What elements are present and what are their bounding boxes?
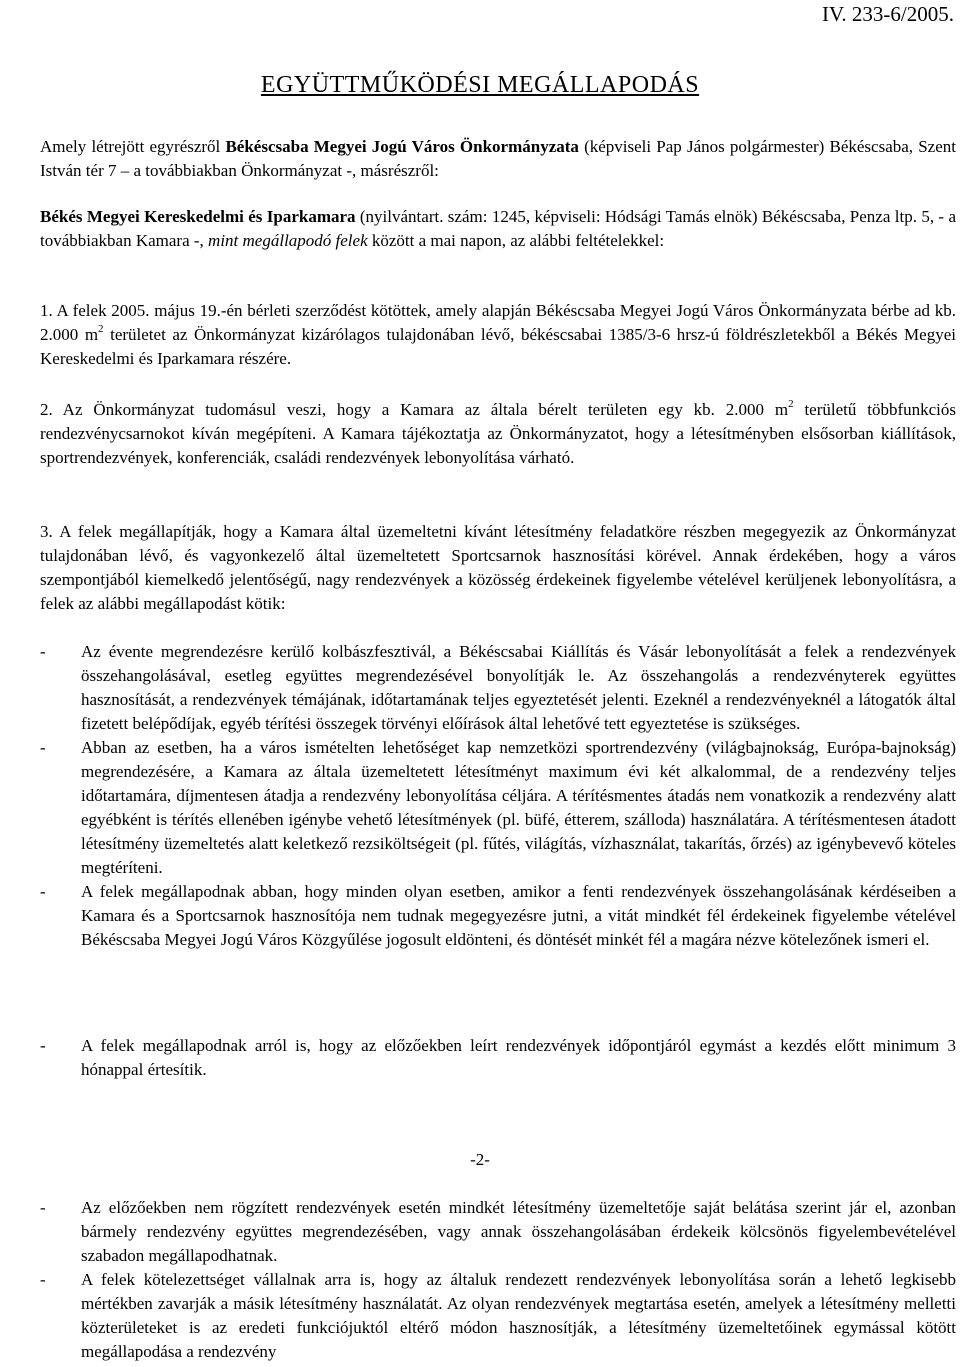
point2-superscript: 2 (788, 398, 794, 410)
dash-marker: - (40, 882, 46, 901)
dash-marker: - (40, 642, 46, 661)
list-item-text: Az előzőekben nem rögzített rendezvények esetén mindkét létesítmény üzemeltetője saját belátása szerint jár el, azonban bármely rendezvény együttes megrendezésében, vagy annak összehangolásában érdekeik kölcsönös figyelembevételével szabadon megállapodhatnak. (81, 1198, 956, 1265)
point-2 (40, 398, 956, 470)
party1-name: Békéscsaba Megyei Jogú Város Önkormányzata (225, 137, 579, 156)
party2-paragraph (40, 205, 956, 253)
bullet-list-page2 (40, 1196, 956, 1364)
list-item (40, 736, 956, 880)
party2-italic: mint megállapodó felek (208, 231, 368, 250)
document-reference-number: IV. 233-6/2005. (821, 2, 954, 26)
list-item-text: A felek kötelezettséget vállalnak arra is, hogy az általuk rendezett rendezvények lebonyolítása során a lehető legkisebb mértékben zavarják a másik létesítmény használatát. Az olyan rendezvények megtartása esetén, amelyek a létesítmény melletti közterületeket is az eredeti funkciójuktól eltérő módon hasznosítják, a létesítmény üzemeltetőinek egymással kötött megállapodása a rendezvény (81, 1270, 956, 1361)
bullet-list-page1-last (40, 1034, 956, 1082)
document-title: EGYÜTTMŰKÖDÉSI MEGÁLLAPODÁS (260, 72, 700, 98)
point2-text-a: 2. Az Önkormányzat tudomásul veszi, hogy a Kamara az általa bérelt területen egy kb. 2.000 m (40, 400, 789, 419)
list-item (40, 640, 956, 736)
point-1 (40, 299, 956, 371)
list-item-text: A felek megállapodnak abban, hogy minden olyan esetben, amikor a fenti rendezvények összehangolásának kérdéseiben a Kamara és a Sportcsarnok hasznosítója nem tudnak megegyezésre jutni, a vitát mindkét fél érdekeinek figyelembe vételével Békéscsaba Megyei Jogú Város Közgyűlése jogosult eldönteni, és döntését minkét fél a magára nézve kötelezőnek ismeri el. (81, 882, 956, 949)
party2-text-b: között a mai napon, az alábbi feltételekkel: (367, 231, 665, 250)
dash-marker: - (40, 1270, 46, 1289)
point3-text: 3. A felek megállapítják, hogy a Kamara által üzemeltetni kívánt létesítmény feladatköre részben megegyezik az Önkormányzat tulajdonában lévő, és vagyonkezelő által üzemeltetett Sportcsarnok hasznosítási körével. Annak érdekében, hogy a város szempontjából kiemelkedő jelentőségű, nagy rendezvények a közösség érdekeinek figyelembe vételével kerüljenek lebonyolításra, a felek az alábbi megállapodást kötik: (40, 522, 956, 613)
point1-text-a: 1. A felek 2005. május 19.-én bérleti szerződést kötöttek, amely alapján Békéscsaba Megyei Jogú Város Önkormányzata bérbe ad kb. 2.000 m (40, 301, 956, 344)
list-item-text: Abban az esetben, ha a város ismételten lehetőséget kap nemzetközi sportrendezvény (világbajnokság, Európa-bajnokság) megrendezésére, a Kamara az általa üzemeltetett létesítményt maximum évi két alkalommal, de a rendezvény teljes időtartamára, díjmentesen átadja a rendezvény lebonyolítása céljára. A térítésmentes átadás nem vonatkozik a rendezvény alatt egyébként is térítés ellenében igénybe vehető létesítmények (pl. büfé, étterem, szálloda) használatára. A térítésmentesen átadott létesítmény üzemeltetés alatt keletkező rezsiköltségeit (pl. fűtés, világítás, vízhasználat, takarítás, őrzés) az igénybevevő köteles megtéríteni. (81, 738, 956, 877)
point1-text-b: területet az Önkormányzat kizárólagos tulajdonában lévő, békéscsabai 1385/3-6 hrsz-ú földrészletekből a Békés Megyei Kereskedelmi és Iparkamara részére. (40, 325, 956, 368)
dash-marker: - (40, 1198, 46, 1217)
party2-name: Békés Megyei Kereskedelmi és Iparkamara (40, 207, 356, 226)
intro-text-b: (képviseli Pap János polgármester) Békéscsaba, Szent István tér 7 – a továbbiakban Önkormányzat -, másrészről: (40, 137, 956, 180)
point1-superscript: 2 (98, 323, 104, 335)
point2-text-b: területű többfunkciós rendezvénycsarnokot kíván megépíteni. A Kamara tájékoztatja az Önkormányzatot, hogy a létesítményben elsősorban kiállítások, sportrendezvények, konferenciák, családi rendezvények lebonyolítása várható. (40, 400, 956, 467)
intro-paragraph (40, 135, 956, 183)
list-item-text: A felek megállapodnak arról is, hogy az előzőekben leírt rendezvények időpontjáról egymást a kezdés előtt minimum 3 hónappal értesítik. (81, 1036, 956, 1079)
dash-marker: - (40, 1036, 46, 1055)
bullet-list-page1 (40, 640, 956, 952)
list-item (40, 880, 956, 952)
list-item-text: Az évente megrendezésre kerülő kolbászfesztivál, a Békéscsabai Kiállítás és Vásár lebonyolítását a felek a rendezvények összehangolásával, esetleg együttes megrendezésével bonyolítják le. Az összehangolás a rendezvényterek együttes hasznosítását, a rendezvények témájának, időtartamának teljes egyeztetését jelenti. Ezeknél a rendezvényeknél a látogatók által fizetett belépődíjak, egyéb térítési összegek törvényi előírások által lehetővé tett egyeztetése is szükséges. (81, 642, 956, 733)
point-3 (40, 520, 956, 616)
list-item (40, 1196, 956, 1268)
list-item (40, 1268, 956, 1364)
page-number: -2- (470, 1150, 490, 1169)
list-item (40, 1034, 956, 1082)
dash-marker: - (40, 738, 46, 757)
intro-text-a: Amely létrejött egyrészről (40, 137, 226, 156)
party2-text-a: (nyilvántart. szám: 1245, képviseli: Hódsági Tamás elnök) Békéscsaba, Penza ltp. 5, - a továbbiakban Kamara -, (40, 207, 956, 250)
